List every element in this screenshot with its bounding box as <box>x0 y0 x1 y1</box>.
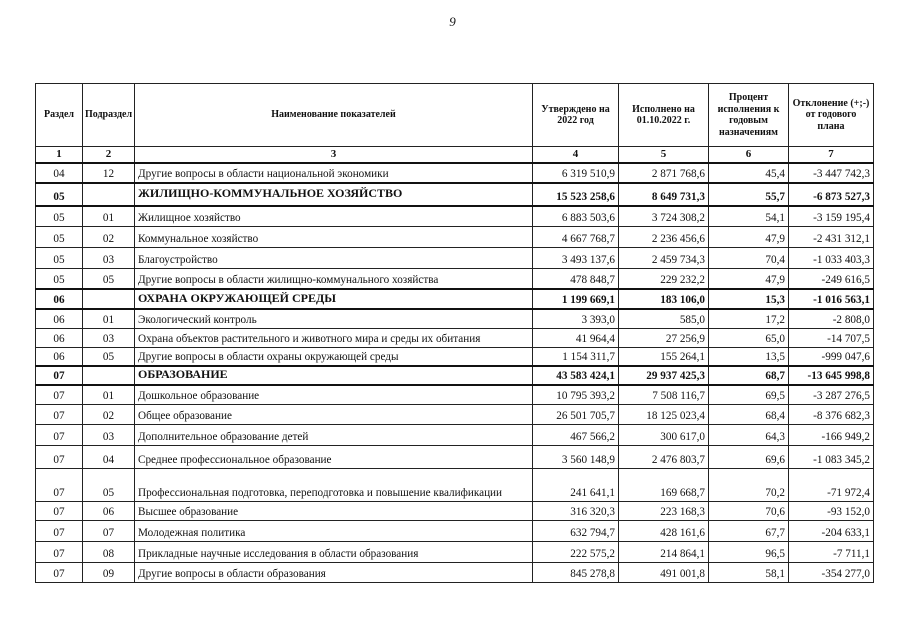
subsection-code: 06 <box>83 501 135 520</box>
deviation-amount: -249 616,5 <box>789 268 874 289</box>
section-code: 07 <box>36 424 83 445</box>
table-row <box>36 268 874 289</box>
deviation-amount: -1 033 403,3 <box>789 247 874 268</box>
subsection-code: 09 <box>83 562 135 582</box>
table-row <box>36 206 874 226</box>
header-section: Раздел <box>36 84 83 147</box>
indicator-name: Экологический контроль <box>135 309 533 328</box>
indicator-name: Дополнительное образование детей <box>135 424 533 445</box>
subsection-code: 05 <box>83 347 135 366</box>
indicator-name: Другие вопросы в области национальной экономики <box>135 163 533 183</box>
section-code: 07 <box>36 445 83 468</box>
execution-percent: 58,1 <box>709 562 789 582</box>
header-row <box>36 84 874 147</box>
subsection-code <box>83 289 135 309</box>
approved-amount: 6 319 510,9 <box>533 163 619 183</box>
executed-amount: 183 106,0 <box>619 289 709 309</box>
approved-amount: 222 575,2 <box>533 541 619 562</box>
section-code: 07 <box>36 366 83 385</box>
indicator-name: Среднее профессиональное образование <box>135 445 533 468</box>
approved-amount: 845 278,8 <box>533 562 619 582</box>
approved-amount: 316 320,3 <box>533 501 619 520</box>
executed-amount: 300 617,0 <box>619 424 709 445</box>
subsection-code: 08 <box>83 541 135 562</box>
table-row <box>36 163 874 183</box>
header-subsection: Подраздел <box>83 84 135 147</box>
subsection-code: 05 <box>83 268 135 289</box>
indicator-name: Охрана объектов растительного и животного мира и среды их обитания <box>135 328 533 347</box>
execution-percent: 15,3 <box>709 289 789 309</box>
executed-amount: 18 125 023,4 <box>619 404 709 424</box>
subsection-code: 01 <box>83 385 135 404</box>
table-row <box>36 562 874 582</box>
subsection-code: 12 <box>83 163 135 183</box>
executed-amount: 155 264,1 <box>619 347 709 366</box>
approved-amount: 467 566,2 <box>533 424 619 445</box>
approved-amount: 6 883 503,6 <box>533 206 619 226</box>
execution-percent: 68,7 <box>709 366 789 385</box>
executed-amount: 3 724 308,2 <box>619 206 709 226</box>
deviation-amount: -13 645 998,8 <box>789 366 874 385</box>
section-code: 05 <box>36 247 83 268</box>
deviation-amount: -7 711,1 <box>789 541 874 562</box>
section-code: 05 <box>36 268 83 289</box>
deviation-amount: -3 447 742,3 <box>789 163 874 183</box>
execution-percent: 54,1 <box>709 206 789 226</box>
executed-amount: 27 256,9 <box>619 328 709 347</box>
indicator-name: ОХРАНА ОКРУЖАЮЩЕЙ СРЕДЫ <box>135 289 533 309</box>
section-code: 07 <box>36 501 83 520</box>
column-number: 3 <box>135 147 533 164</box>
table-row <box>36 309 874 328</box>
execution-percent: 96,5 <box>709 541 789 562</box>
column-number-row <box>36 147 874 164</box>
approved-amount: 41 964,4 <box>533 328 619 347</box>
executed-amount: 2 236 456,6 <box>619 226 709 247</box>
execution-percent: 70,4 <box>709 247 789 268</box>
table-body <box>36 163 874 582</box>
execution-percent: 67,7 <box>709 520 789 541</box>
subsection-code: 01 <box>83 309 135 328</box>
indicator-name: Коммунальное хозяйство <box>135 226 533 247</box>
header-percent: Процент исполнения к годовым назначениям <box>709 84 789 147</box>
executed-amount: 29 937 425,3 <box>619 366 709 385</box>
approved-amount: 26 501 705,7 <box>533 404 619 424</box>
approved-amount: 1 154 311,7 <box>533 347 619 366</box>
subsection-code: 03 <box>83 328 135 347</box>
execution-percent: 17,2 <box>709 309 789 328</box>
header-deviation: Отклонение (+;-) от годового плана <box>789 84 874 147</box>
execution-percent: 70,2 <box>709 468 789 501</box>
table-row <box>36 385 874 404</box>
table-row <box>36 468 874 501</box>
executed-amount: 2 871 768,6 <box>619 163 709 183</box>
deviation-amount: -2 431 312,1 <box>789 226 874 247</box>
execution-percent: 47,9 <box>709 226 789 247</box>
subsection-code: 05 <box>83 468 135 501</box>
execution-percent: 69,5 <box>709 385 789 404</box>
section-code: 07 <box>36 385 83 404</box>
approved-amount: 10 795 393,2 <box>533 385 619 404</box>
executed-amount: 229 232,2 <box>619 268 709 289</box>
column-number: 6 <box>709 147 789 164</box>
header-name: Наименование показателей <box>135 84 533 147</box>
column-number: 2 <box>83 147 135 164</box>
executed-amount: 585,0 <box>619 309 709 328</box>
executed-amount: 2 459 734,3 <box>619 247 709 268</box>
indicator-name: Жилищное хозяйство <box>135 206 533 226</box>
executed-amount: 223 168,3 <box>619 501 709 520</box>
indicator-name: Другие вопросы в области образования <box>135 562 533 582</box>
indicator-name: Другие вопросы в области жилищно-коммунального хозяйства <box>135 268 533 289</box>
section-total-row <box>36 289 874 309</box>
indicator-name: Другие вопросы в области охраны окружающей среды <box>135 347 533 366</box>
table-row <box>36 226 874 247</box>
approved-amount: 3 560 148,9 <box>533 445 619 468</box>
subsection-code <box>83 366 135 385</box>
indicator-name: Общее образование <box>135 404 533 424</box>
table-row <box>36 445 874 468</box>
table-row <box>36 541 874 562</box>
subsection-code: 02 <box>83 226 135 247</box>
column-number: 7 <box>789 147 874 164</box>
execution-percent: 64,3 <box>709 424 789 445</box>
section-code: 04 <box>36 163 83 183</box>
execution-percent: 45,4 <box>709 163 789 183</box>
indicator-name: Дошкольное образование <box>135 385 533 404</box>
approved-amount: 43 583 424,1 <box>533 366 619 385</box>
page-number: 9 <box>449 14 456 29</box>
indicator-name: ЖИЛИЩНО-КОММУНАЛЬНОЕ ХОЗЯЙСТВО <box>135 183 533 206</box>
executed-amount: 214 864,1 <box>619 541 709 562</box>
indicator-name: Благоустройство <box>135 247 533 268</box>
deviation-amount: -354 277,0 <box>789 562 874 582</box>
column-number: 4 <box>533 147 619 164</box>
approved-amount: 1 199 669,1 <box>533 289 619 309</box>
indicator-name: ОБРАЗОВАНИЕ <box>135 366 533 385</box>
table-row <box>36 520 874 541</box>
deviation-amount: -3 159 195,4 <box>789 206 874 226</box>
indicator-name: Молодежная политика <box>135 520 533 541</box>
approved-amount: 3 493 137,6 <box>533 247 619 268</box>
executed-amount: 8 649 731,3 <box>619 183 709 206</box>
approved-amount: 241 641,1 <box>533 468 619 501</box>
executed-amount: 7 508 116,7 <box>619 385 709 404</box>
subsection-code: 03 <box>83 247 135 268</box>
section-code: 07 <box>36 541 83 562</box>
table-row <box>36 328 874 347</box>
subsection-code: 04 <box>83 445 135 468</box>
indicator-name: Прикладные научные исследования в области образования <box>135 541 533 562</box>
indicator-name: Профессиональная подготовка, переподготовка и повышение квалификации <box>135 468 533 501</box>
section-code: 06 <box>36 309 83 328</box>
subsection-code: 02 <box>83 404 135 424</box>
table-row <box>36 347 874 366</box>
header-approved: Утверждено на 2022 год <box>533 84 619 147</box>
section-total-row <box>36 183 874 206</box>
executed-amount: 491 001,8 <box>619 562 709 582</box>
subsection-code <box>83 183 135 206</box>
approved-amount: 632 794,7 <box>533 520 619 541</box>
executed-amount: 169 668,7 <box>619 468 709 501</box>
section-code: 06 <box>36 328 83 347</box>
subsection-code: 01 <box>83 206 135 226</box>
section-code: 05 <box>36 226 83 247</box>
section-code: 07 <box>36 562 83 582</box>
section-code: 06 <box>36 289 83 309</box>
executed-amount: 428 161,6 <box>619 520 709 541</box>
deviation-amount: -166 949,2 <box>789 424 874 445</box>
execution-percent: 69,6 <box>709 445 789 468</box>
section-code: 07 <box>36 520 83 541</box>
table-row <box>36 404 874 424</box>
deviation-amount: -6 873 527,3 <box>789 183 874 206</box>
execution-percent: 47,9 <box>709 268 789 289</box>
execution-percent: 65,0 <box>709 328 789 347</box>
deviation-amount: -93 152,0 <box>789 501 874 520</box>
execution-percent: 55,7 <box>709 183 789 206</box>
execution-percent: 13,5 <box>709 347 789 366</box>
subsection-code: 03 <box>83 424 135 445</box>
approved-amount: 15 523 258,6 <box>533 183 619 206</box>
deviation-amount: -1 016 563,1 <box>789 289 874 309</box>
section-code: 07 <box>36 404 83 424</box>
table-row <box>36 501 874 520</box>
executed-amount: 2 476 803,7 <box>619 445 709 468</box>
section-code: 06 <box>36 347 83 366</box>
deviation-amount: -2 808,0 <box>789 309 874 328</box>
deviation-amount: -3 287 276,5 <box>789 385 874 404</box>
subsection-code: 07 <box>83 520 135 541</box>
column-number: 5 <box>619 147 709 164</box>
column-number: 1 <box>36 147 83 164</box>
deviation-amount: -71 972,4 <box>789 468 874 501</box>
deviation-amount: -204 633,1 <box>789 520 874 541</box>
table-row <box>36 424 874 445</box>
approved-amount: 3 393,0 <box>533 309 619 328</box>
section-code: 07 <box>36 468 83 501</box>
section-total-row <box>36 366 874 385</box>
deviation-amount: -1 083 345,2 <box>789 445 874 468</box>
execution-percent: 68,4 <box>709 404 789 424</box>
table-row <box>36 247 874 268</box>
deviation-amount: -14 707,5 <box>789 328 874 347</box>
indicator-name: Высшее образование <box>135 501 533 520</box>
budget-table <box>35 83 874 583</box>
section-code: 05 <box>36 206 83 226</box>
deviation-amount: -999 047,6 <box>789 347 874 366</box>
deviation-amount: -8 376 682,3 <box>789 404 874 424</box>
header-executed: Исполнено на 01.10.2022 г. <box>619 84 709 147</box>
execution-percent: 70,6 <box>709 501 789 520</box>
approved-amount: 478 848,7 <box>533 268 619 289</box>
section-code: 05 <box>36 183 83 206</box>
approved-amount: 4 667 768,7 <box>533 226 619 247</box>
